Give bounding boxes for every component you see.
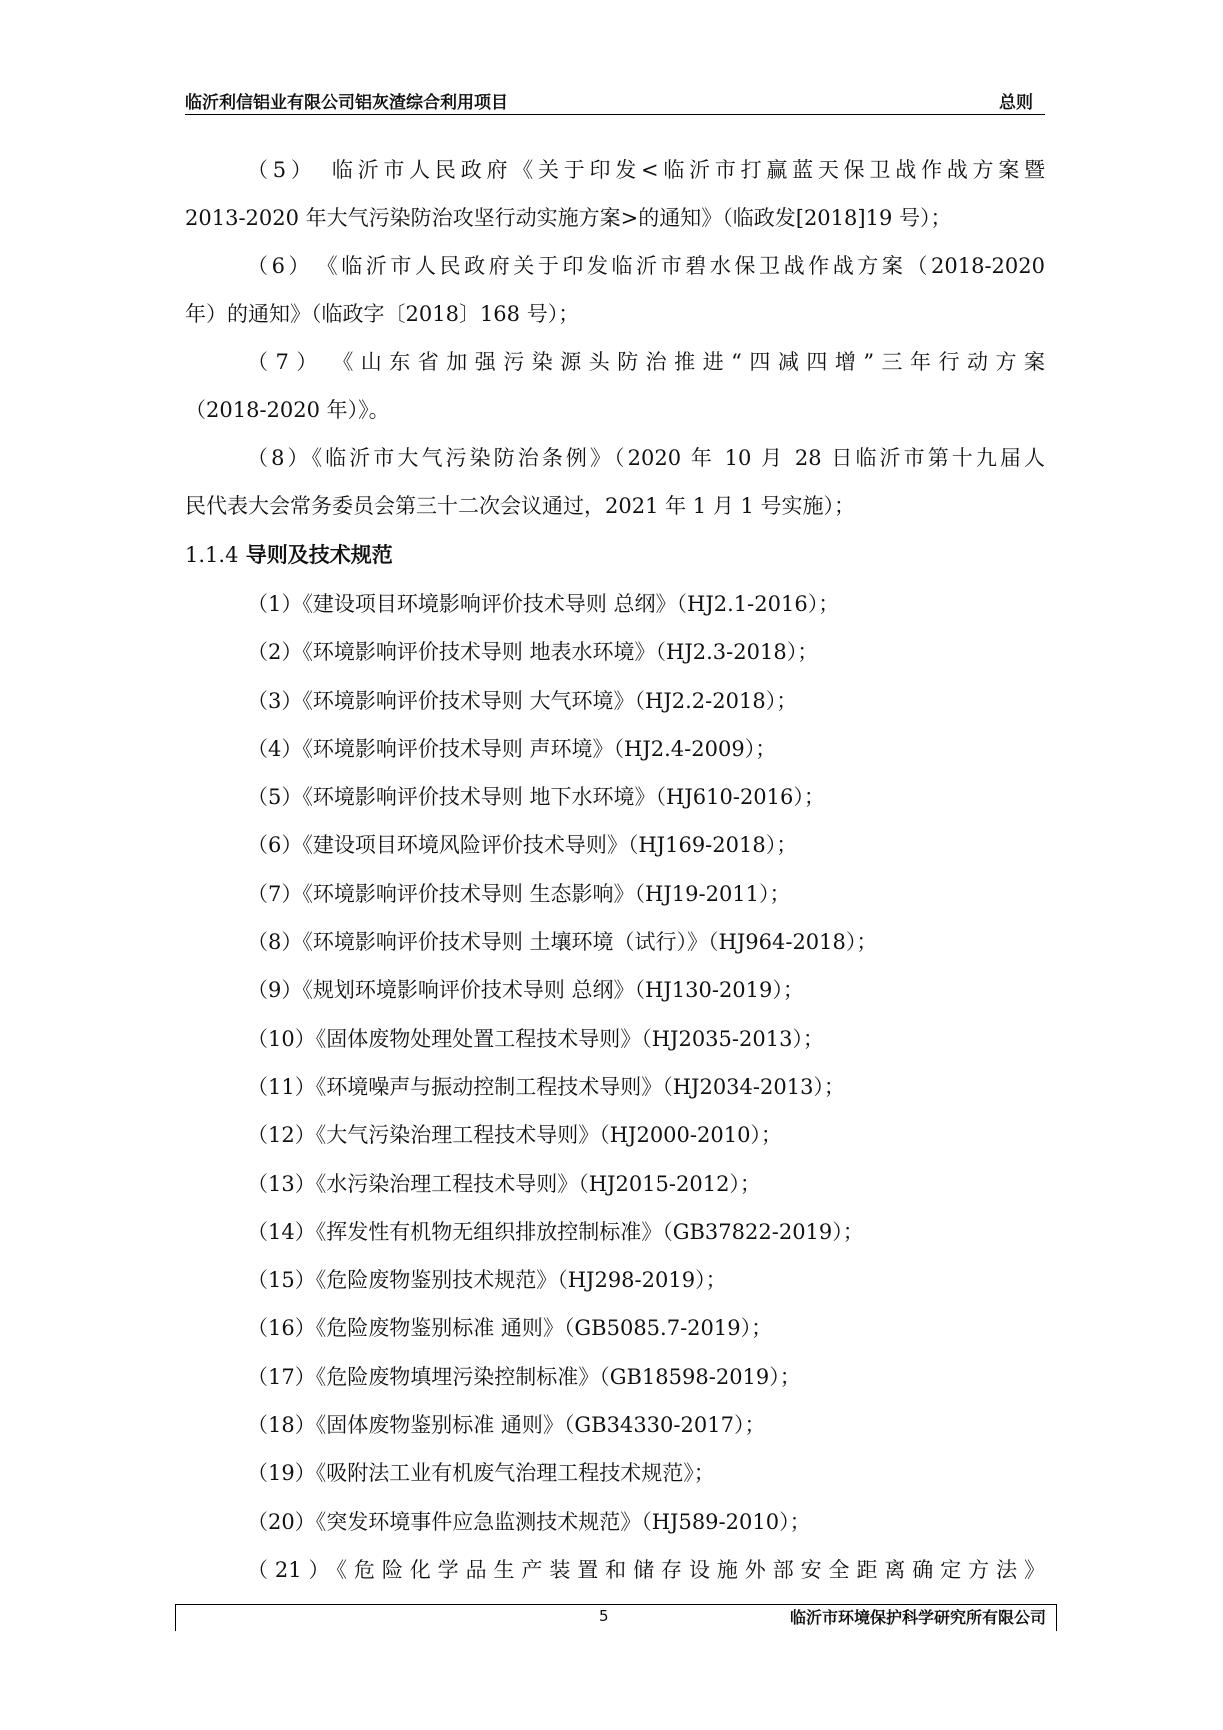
list-item: （15）《危险废物鉴别技术规范》（HJ298-2019）； bbox=[247, 1268, 727, 1293]
list-item: （1）《建设项目环境影响评价技术导则 总纲》（HJ2.1-2016）； bbox=[247, 592, 840, 616]
paragraph-line: （2018-2020 年）》。 bbox=[185, 398, 390, 422]
organization-name: 临沂市环境保护科学研究所有限公司 bbox=[789, 1608, 1046, 1627]
paragraph-line: （7） 《山东省加强污染源头防治推进“四减四增”三年行动方案 bbox=[247, 350, 1045, 374]
page-number: 5 bbox=[599, 1607, 609, 1625]
paragraph-line: （6） 《临沂市人民政府关于印发临沂市碧水保卫战作战方案（2018-2020 bbox=[247, 254, 1045, 278]
list-item: （13）《水污染治理工程技术导则》（HJ2015-2012）； bbox=[247, 1171, 761, 1196]
chapter-title: 总则 bbox=[999, 93, 1033, 113]
section-heading bbox=[185, 530, 1045, 580]
list-item: （5）《环境影响评价技术导则 地下水环境》（HJ610-2016）； bbox=[247, 785, 825, 810]
list-item: （2）《环境影响评价技术导则 地表水环境》（HJ2.3-2018）； bbox=[247, 640, 819, 665]
section-number: 1.1.4 bbox=[185, 543, 239, 567]
paragraph bbox=[185, 338, 1045, 434]
project-title: 临沂利信铝业有限公司铝灰渣综合利用项目 bbox=[185, 93, 508, 113]
list-item: （16）《危险废物鉴别标准 通则》（GB5085.7-2019）； bbox=[247, 1316, 773, 1341]
list-item: （3）《环境影响评价技术导则 大气环境》（HJ2.2-2018）； bbox=[247, 688, 798, 713]
document-body bbox=[185, 146, 1045, 1594]
list-item: （12）《大气污染治理工程技术导则》（HJ2000-2010）； bbox=[247, 1123, 782, 1148]
page-header bbox=[185, 88, 1045, 114]
list-item: （6）《建设项目环境风险评价技术导则》（HJ169-2018）； bbox=[247, 833, 798, 858]
paragraph-line: （8）《临沂市大气污染防治条例》（2020 年 10 月 28 日临沂市第十九届人 bbox=[247, 446, 1045, 470]
paragraph-line: 民代表大会常务委员会第三十二次会议通过，2021 年 1 月 1 号实施）； bbox=[185, 494, 856, 518]
section-title: 导则及技术规范 bbox=[245, 543, 393, 567]
paragraph bbox=[185, 242, 1045, 338]
page-footer bbox=[175, 1604, 1057, 1631]
header-divider bbox=[185, 114, 1045, 115]
paragraph-line: 年）的通知》（临政字〔2018〕168 号）； bbox=[185, 302, 580, 326]
list-item: （8）《环境影响评价技术导则 土壤环境（试行）》（HJ964-2018）； bbox=[247, 930, 878, 955]
list-item: （21）《危险化学品生产装置和储存设施外部安全距离确定方法》 bbox=[247, 1557, 1045, 1582]
list-item: （14）《挥发性有机物无组织排放控制标准》（GB37822-2019）； bbox=[247, 1219, 864, 1244]
paragraph bbox=[185, 146, 1045, 242]
list-item: （19）《吸附法工业有机废气治理工程技术规范》； bbox=[247, 1461, 715, 1486]
list-item: （7）《环境影响评价技术导则 生态影响》（HJ19-2011）； bbox=[247, 881, 791, 906]
list-item: （17）《危险废物填埋污染控制标准》（GB18598-2019）； bbox=[247, 1364, 801, 1389]
paragraph-line: 2013-2020 年大气污染防治攻坚行动实施方案>的通知》（临政发[2018]19 号）； bbox=[185, 206, 952, 230]
list-item: （10）《固体废物处理处置工程技术导则》（HJ2035-2013）； bbox=[247, 1026, 824, 1051]
list-item: （20）《突发环境事件应急监测技术规范》（HJ589-2010）； bbox=[247, 1509, 811, 1534]
paragraph-line: （5） 临沂市人民政府《关于印发<临沂市打赢蓝天保卫战作战方案暨 bbox=[247, 158, 1045, 182]
list-item: （4）《环境影响评价技术导则 声环境》（HJ2.4-2009）； bbox=[247, 736, 777, 761]
list-item: （11）《环境噪声与振动控制工程技术导则》（HJ2034-2013）； bbox=[247, 1074, 845, 1099]
list-item: （9）《规划环境影响评价技术导则 总纲》（HJ130-2019）； bbox=[247, 978, 804, 1003]
paragraph bbox=[185, 434, 1045, 530]
standards-list bbox=[185, 580, 1045, 1594]
list-item: （18）《固体废物鉴别标准 通则》（GB34330-2017）； bbox=[247, 1413, 766, 1438]
